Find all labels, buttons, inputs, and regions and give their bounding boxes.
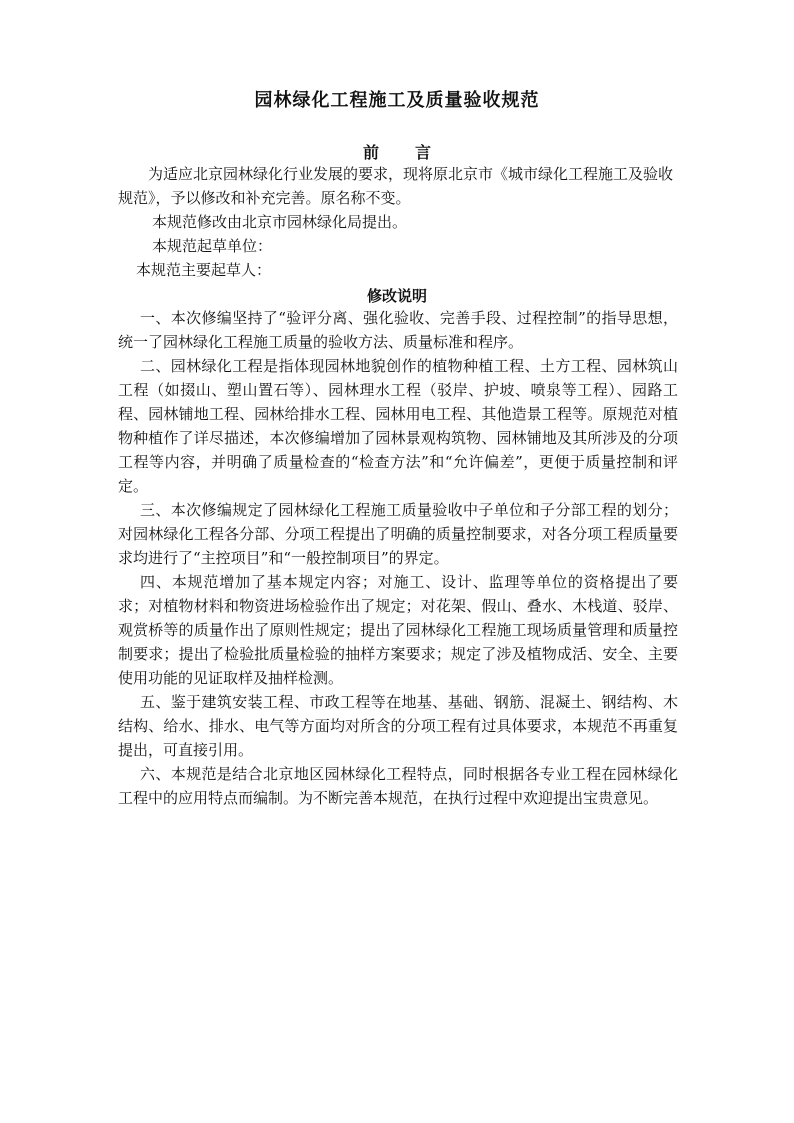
revision-section — [118, 306, 678, 810]
revision-heading: 修改说明 — [366, 287, 427, 305]
preface-heading-text: 前言 — [362, 143, 467, 162]
revision-paragraph: 四、本规范增加了基本规定内容；对施工、设计、监理等单位的资格提出了要求；对植物材料和物资进场检验作出了规定；对花架、假山、叠水、木栈道、驳岸、观赏桥等的质量作出了原则性规定；提出了园林绿化工程施工现场质量管理和质量控制要求；提出了检验批质量检验的抽样方案要求；规定了涉及植物成活、安全、主要使用功能的见证取样及抽样检测。 — [118, 573, 678, 687]
revision-paragraph: 六、本规范是结合北京地区园林绿化工程特点，同时根据各专业工程在园林绿化工程中的应用特点而编制。为不断完善本规范，在执行过程中欢迎提出宝贵意见。 — [118, 765, 678, 807]
preface-heading — [0, 140, 794, 163]
revision-paragraph: 一、本次修编坚持了“验评分离、强化验收、完善手段、过程控制”的指导思想，统一了园林绿化工程施工质量的验收方法、质量标准和程序。 — [118, 309, 678, 351]
revision-paragraph: 三、本次修编规定了园林绿化工程施工质量验收中子单位和子分部工程的划分；对园林绿化工程各分部、分项工程提出了明确的质量控制要求，对各分项工程质量要求均进行了“主控项目”和“一般控制项目”的界定。 — [118, 501, 678, 567]
preface-paragraph: 本规范主要起草人： — [136, 261, 272, 279]
preface-section — [118, 162, 678, 282]
document-title: 园林绿化工程施工及质量验收规范 — [254, 90, 540, 111]
preface-paragraph: 为适应北京园林绿化行业发展的要求，现将原北京市《城市绿化工程施工及验收规范》，予以修改和补充完善。原名称不变。 — [118, 165, 674, 207]
revision-paragraph: 二、园林绿化工程是指体现园林地貌创作的植物种植工程、土方工程、园林筑山工程（如掇山、塑山置石等）、园林理水工程（驳岸、护坡、喷泉等工程）、园路工程、园林铺地工程、园林给排水工程、园林用电工程、其他造景工程等。原规范对植物种植作了详尽描述，本次修编增加了园林景观构筑物、园林铺地及其所涉及的分项工程等内容，并明确了质量检查的“检查方法”和“允许偏差”，更便于质量控制和评定。 — [118, 357, 678, 495]
preface-paragraph: 本规范起草单位： — [152, 237, 273, 255]
preface-paragraph: 本规范修改由北京市园林绿化局提出。 — [152, 213, 408, 231]
revision-paragraph: 五、鉴于建筑安装工程、市政工程等在地基、基础、钢筋、混凝土、钢结构、木结构、给水、排水、电气等方面均对所含的分项工程有过具体要求，本规范不再重复提出，可直接引用。 — [118, 693, 678, 759]
